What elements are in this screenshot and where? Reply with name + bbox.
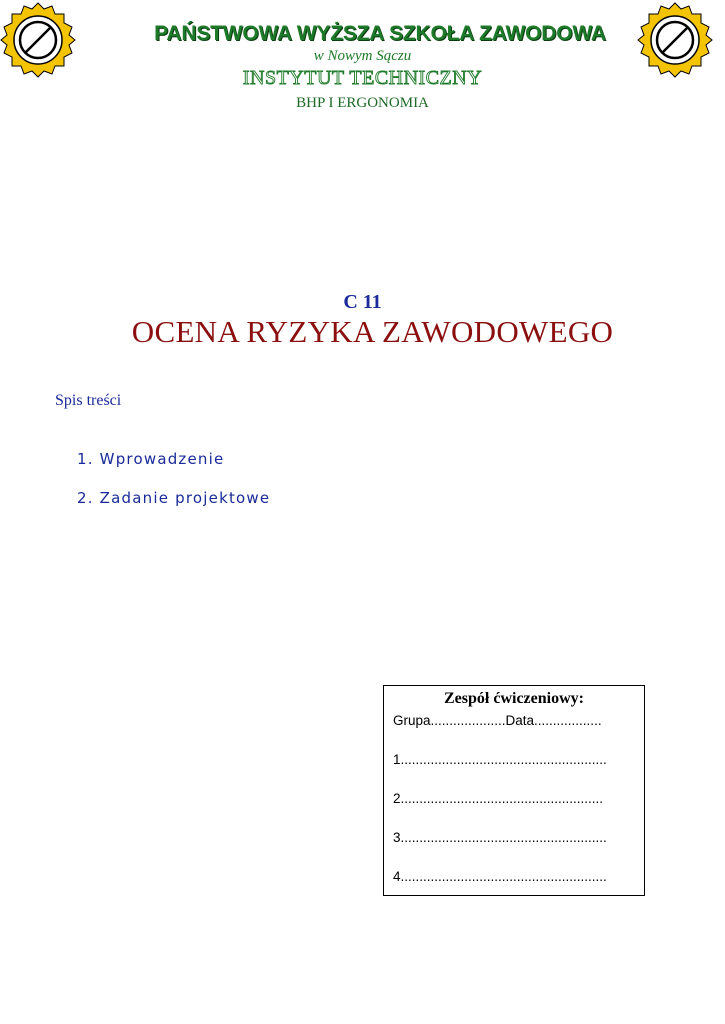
toc-heading: Spis treści: [55, 392, 122, 409]
exercise-code: C 11: [343, 291, 382, 313]
school-name: PAŃSTWOWA WYŻSZA SZKOŁA ZAWODOWA: [154, 22, 606, 45]
toc-item-introduction[interactable]: 1. Wprowadzenie: [77, 450, 225, 468]
team-member-line: 1.......................................................: [393, 752, 607, 767]
school-city: w Nowym Sączu: [313, 48, 412, 64]
toc-item-project-task[interactable]: 2. Zadanie projektowe: [77, 489, 271, 507]
team-box: [383, 685, 645, 896]
group-date-line: Grupa....................Data..................: [393, 713, 602, 728]
document-title: OCENA RYZYKA ZAWODOWEGO: [131, 314, 614, 349]
institute-name: INSTYTUT TECHNICZNY: [242, 67, 483, 89]
team-member-line: 3.......................................................: [393, 830, 607, 845]
team-member-line: 2......................................................: [393, 791, 604, 806]
team-member-line: 4.......................................................: [393, 869, 607, 884]
team-box-title: Zespół ćwiczeniowy:: [444, 690, 584, 707]
department-name: BHP I ERGONOMIA: [296, 95, 429, 111]
